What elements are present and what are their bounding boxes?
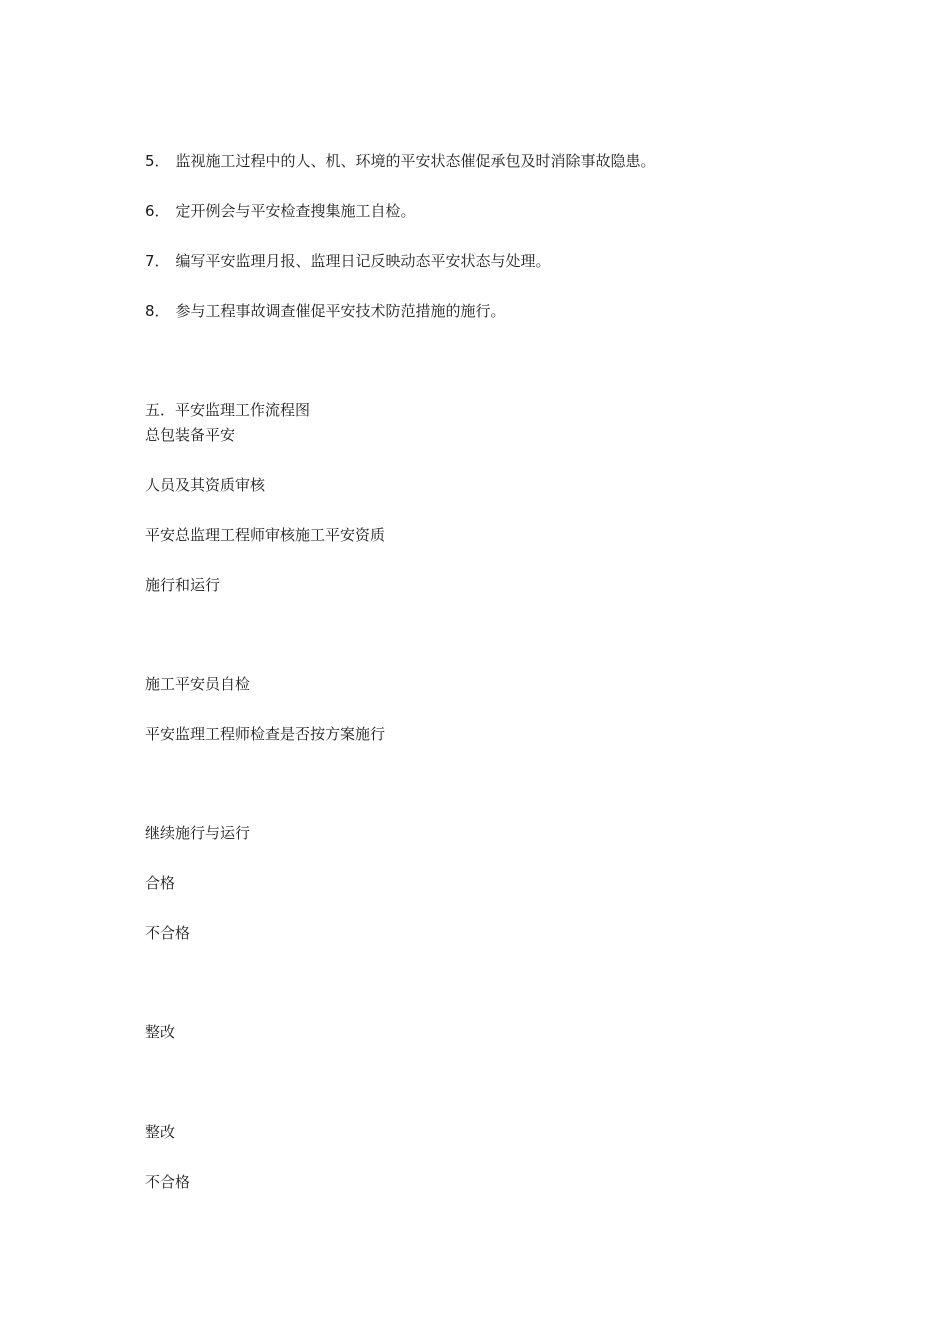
flow-step: 平安监理工程师检查是否按方案施行 bbox=[145, 725, 386, 743]
duty-number: 8． bbox=[145, 302, 170, 320]
duty-number: 5． bbox=[145, 152, 170, 170]
flow-step: 不合格 bbox=[145, 924, 191, 942]
duty-number: 6． bbox=[145, 202, 170, 220]
section-heading: 五．平安监理工作流程图 bbox=[145, 401, 311, 419]
duty-text: 编写平安监理月报、监理日记反映动态平安状态与处理。 bbox=[175, 252, 551, 270]
flow-step: 施行和运行 bbox=[145, 576, 221, 594]
flow-step: 继续施行与运行 bbox=[145, 824, 251, 842]
duty-text: 定开例会与平安检查搜集施工自检。 bbox=[175, 202, 416, 220]
duty-text: 监视施工过程中的人、机、环境的平安状态催促承包及时消除事故隐患。 bbox=[175, 152, 656, 170]
duty-item-5 bbox=[145, 151, 656, 171]
flow-step: 平安总监理工程师审核施工平安资质 bbox=[145, 526, 386, 544]
duty-item-7 bbox=[145, 251, 551, 271]
duty-text: 参与工程事故调查催促平安技术防范措施的施行。 bbox=[175, 302, 506, 320]
duty-item-8 bbox=[145, 301, 506, 321]
flow-step: 人员及其资质审核 bbox=[145, 476, 266, 494]
flow-step: 施工平安员自检 bbox=[145, 675, 251, 693]
flow-step: 总包装备平安 bbox=[145, 426, 236, 444]
flow-step: 整改 bbox=[145, 1123, 176, 1141]
flow-step: 整改 bbox=[145, 1023, 176, 1041]
duty-item-6 bbox=[145, 201, 416, 221]
flow-step: 不合格 bbox=[145, 1173, 191, 1191]
duty-number: 7． bbox=[145, 252, 170, 270]
flow-step: 合格 bbox=[145, 874, 176, 892]
